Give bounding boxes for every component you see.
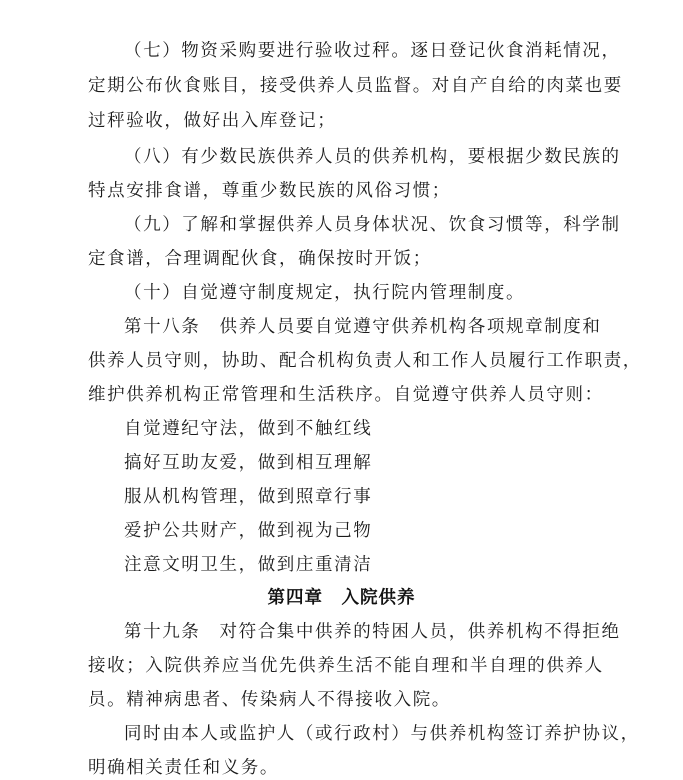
article-19-line-2: 接收；入院供养应当优先供养生活不能自理和半自理的供养人 — [88, 656, 604, 676]
paragraph-item-8-line-1: （八）有少数民族供养人员的供养机构，要根据少数民族的 — [124, 147, 621, 167]
paragraph-item-8-line-2: 特点安排食谱，尊重少数民族的风俗习惯； — [88, 181, 451, 201]
rule-line-5: 注意文明卫生，做到庄重清洁 — [124, 555, 373, 575]
paragraph-item-7-line-1: （七）物资采购要进行验收过秤。逐日登记伙食消耗情况， — [124, 41, 621, 61]
paragraph-item-7-line-3: 过秤验收，做好出入库登记； — [88, 111, 337, 131]
paragraph-item-7-line-2: 定期公布伙食账目，接受供养人员监督。对自产自给的肉菜也要 — [88, 76, 623, 96]
rule-line-3: 服从机构管理，做到照章行事 — [124, 487, 373, 507]
article-18-line-3: 维护供养机构正常管理和生活秩序。自觉遵守供养人员守则： — [88, 385, 604, 405]
rule-line-2: 搞好互助友爱，做到相互理解 — [124, 453, 373, 473]
agreement-line-2: 明确相关责任和义务。 — [88, 758, 279, 778]
article-19-line-3: 员。精神病患者、传染病人不得接收入院。 — [88, 690, 451, 710]
article-19-line-1: 第十九条 对符合集中供养的特困人员，供养机构不得拒绝 — [124, 622, 621, 642]
paragraph-item-9-line-1: （九）了解和掌握供养人员身体状况、饮食习惯等，科学制 — [124, 215, 621, 235]
article-18-line-2: 供养人员守则，协助、配合机构负责人和工作人员履行工作职责， — [88, 351, 642, 371]
chapter-heading: 第四章 入院供养 — [267, 588, 416, 608]
rule-line-1: 自觉遵纪守法，做到不触红线 — [124, 419, 373, 439]
paragraph-item-10: （十）自觉遵守制度规定，执行院内管理制度。 — [124, 283, 526, 303]
agreement-line-1: 同时由本人或监护人（或行政村）与供养机构签订养护协议， — [124, 724, 640, 744]
rule-line-4: 爱护公共财产，做到视为己物 — [124, 521, 373, 541]
paragraph-item-9-line-2: 定食谱，合理调配伙食，确保按时开饭； — [88, 249, 432, 269]
article-18-line-1: 第十八条 供养人员要自觉遵守供养机构各项规章制度和 — [124, 317, 602, 337]
